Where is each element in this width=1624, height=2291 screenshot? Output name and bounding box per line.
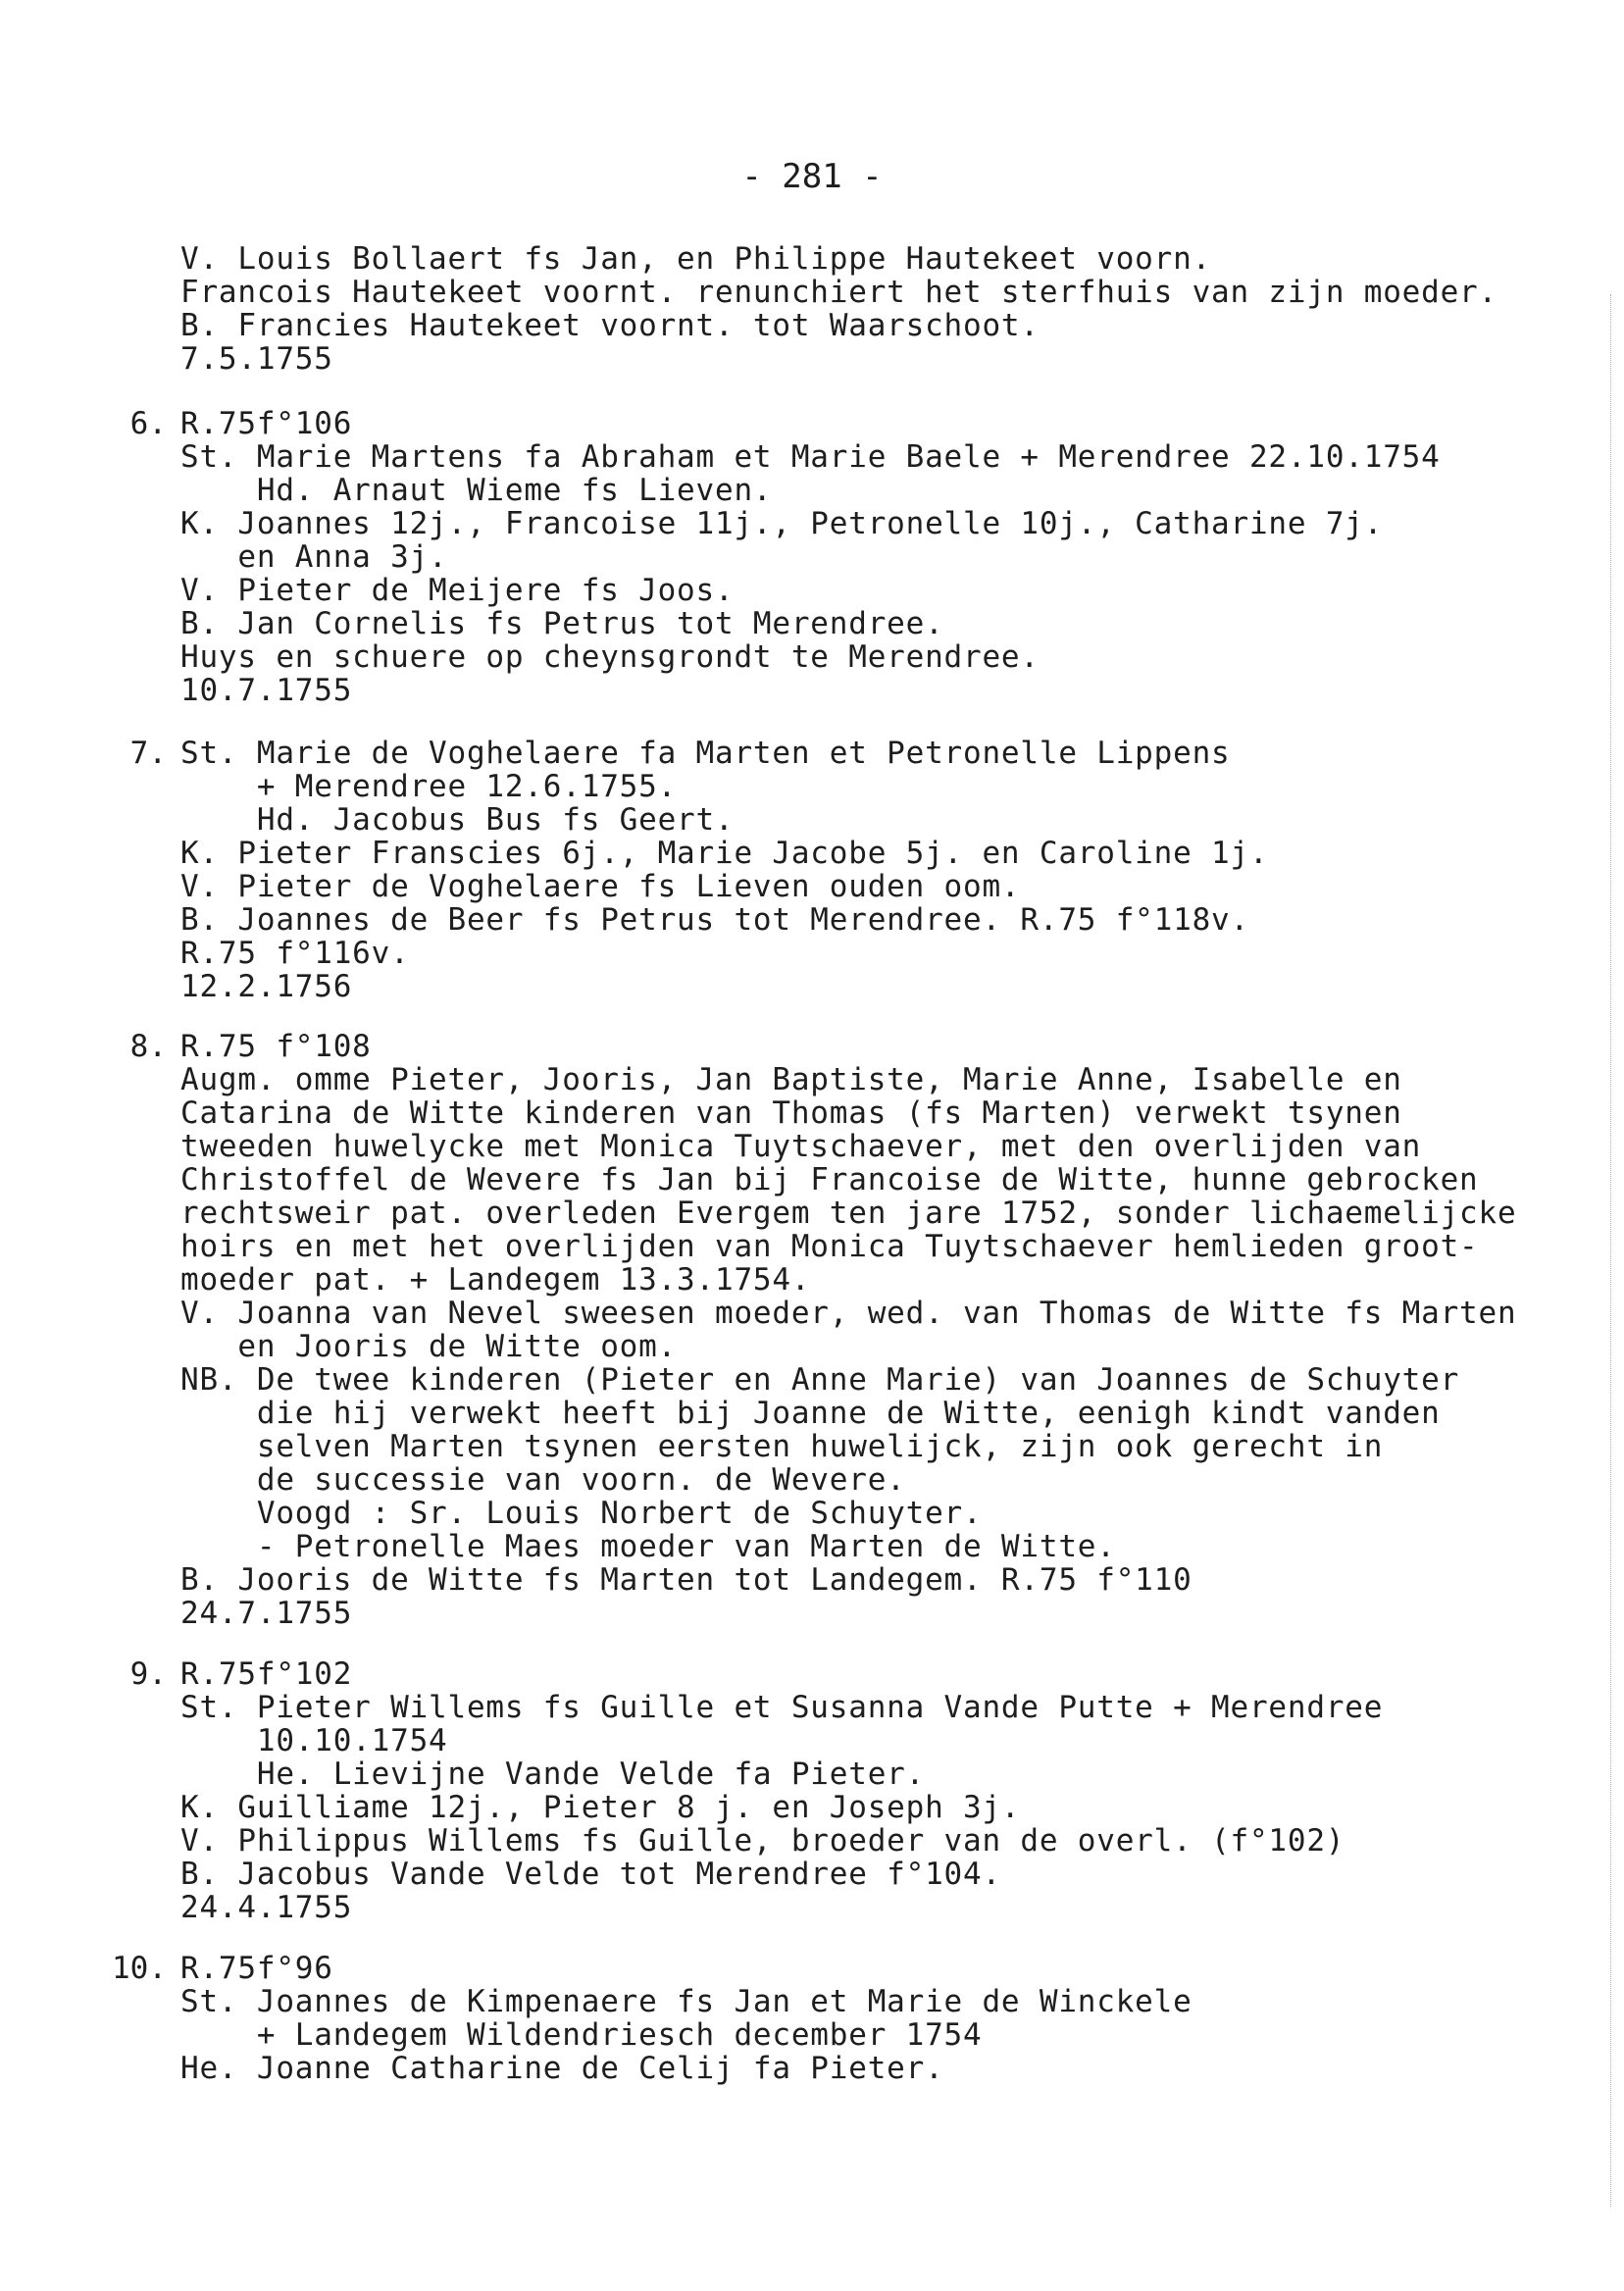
text-line: V. Pieter de Meijere fs Joos. [180,573,735,608]
text-line: selven Marten tsynen eersten huwelijck, zijn ook gerecht in [180,1429,1384,1464]
text-line: 24.4.1755 [180,1890,353,1925]
text-line: Augm. omme Pieter, Jooris, Jan Baptiste, Marie Anne, Isabelle en [180,1062,1402,1097]
text-line: K. Joannes 12j., Francoise 11j., Petronelle 10j., Catharine 7j. [180,506,1384,541]
text-line: B. Jacobus Vande Velde tot Merendree f°104. [180,1857,1001,1892]
text-line: NB. De twee kinderen (Pieter en Anne Marie) van Joannes de Schuyter [180,1362,1460,1398]
text-line: R.75 f°116v. [180,936,410,971]
text-line: Catarina de Witte kinderen van Thomas (fs Marten) verwekt tsynen [180,1095,1402,1131]
text-line: tweeden huwelycke met Monica Tuytschaever, met den overlijden van [180,1129,1422,1164]
entry-number: 10. [112,1951,167,1986]
text-line: 24.7.1755 [180,1596,353,1631]
text-line: B. Jan Cornelis fs Petrus tot Merendree. [180,606,944,641]
text-line: He. Lievijne Vande Velde fa Pieter. [180,1756,926,1792]
text-line: en Jooris de Witte oom. [180,1329,678,1364]
text-line: 7.5.1755 [180,341,333,377]
text-line: Huys en schuere op cheynsgrondt te Merendree. [180,639,1040,675]
text-line: + Merendree 12.6.1755. [180,769,678,804]
text-line: die hij verwekt heeft bij Joanne de Witte, eenigh kindt vanden [180,1396,1441,1431]
text-line: B. Joannes de Beer fs Petrus tot Merendree. R.75 f°118v. [180,902,1249,938]
text-line: de successie van voorn. de Wevere. [180,1462,906,1498]
text-line: St. Pieter Willems fs Guille et Susanna Vande Putte + Merendree [180,1690,1384,1725]
text-line: en Anna 3j. [180,539,448,575]
page-edge-mark [1610,294,1612,2207]
text-line: Voogd : Sr. Louis Norbert de Schuyter. [180,1496,983,1531]
text-line: B. Francies Hautekeet voornt. tot Waarschoot. [180,308,1040,343]
text-line: St. Marie de Voghelaere fa Marten et Petronelle Lippens [180,736,1231,771]
text-line: moeder pat. + Landegem 13.3.1754. [180,1262,811,1298]
text-line: Hd. Arnaut Wieme fs Lieven. [180,473,773,508]
text-line: He. Joanne Catharine de Celij fa Pieter. [180,2051,944,2086]
entry-number: 6. [129,406,167,441]
text-line: Hd. Jacobus Bus fs Geert. [180,802,735,838]
text-line: K. Guilliame 12j., Pieter 8 j. en Joseph 3j. [180,1790,1021,1825]
text-line: 10.10.1754 [180,1723,448,1758]
text-line: V. Philippus Willems fs Guille, broeder van de overl. (f°102) [180,1823,1345,1858]
text-line: St. Joannes de Kimpenaere fs Jan et Marie de Winckele [180,1984,1193,2019]
entry-number: 9. [129,1656,167,1692]
text-line: + Landegem Wildendriesch december 1754 [180,2017,983,2053]
text-line: 12.2.1756 [180,969,353,1004]
text-line: V. Louis Bollaert fs Jan, en Philippe Hautekeet voorn. [180,241,1212,277]
text-line: hoirs en met het overlijden van Monica Tuytschaever hemlieden groot- [180,1229,1479,1264]
text-line: St. Marie Martens fa Abraham et Marie Baele + Merendree 22.10.1754 [180,439,1441,475]
text-line: B. Jooris de Witte fs Marten tot Landegem. R.75 f°110 [180,1562,1193,1598]
text-line: 10.7.1755 [180,673,353,708]
entry-number: 7. [129,736,167,771]
text-line: Francois Hautekeet voornt. renunchiert het sterfhuis van zijn moeder. [180,275,1497,310]
text-line: R.75f°102 [180,1656,353,1692]
text-line: Christoffel de Wevere fs Jan bij Francoise de Witte, hunne gebrocken [180,1162,1479,1197]
page-number: - 281 - [741,157,883,196]
text-line: V. Pieter de Voghelaere fs Lieven ouden oom. [180,869,1021,904]
text-line: rechtsweir pat. overleden Evergem ten jare 1752, sonder lichaemelijcke [180,1196,1517,1231]
text-line: R.75 f°108 [180,1029,372,1064]
text-line: - Petronelle Maes moeder van Marten de Witte. [180,1529,1116,1564]
text-line: K. Pieter Franscies 6j., Marie Jacobe 5j. en Caroline 1j. [180,836,1269,871]
entry-number: 8. [129,1029,167,1064]
text-line: V. Joanna van Nevel sweesen moeder, wed. van Thomas de Witte fs Marten [180,1296,1517,1331]
text-line: R.75f°96 [180,1951,333,1986]
text-line: R.75f°106 [180,406,353,441]
